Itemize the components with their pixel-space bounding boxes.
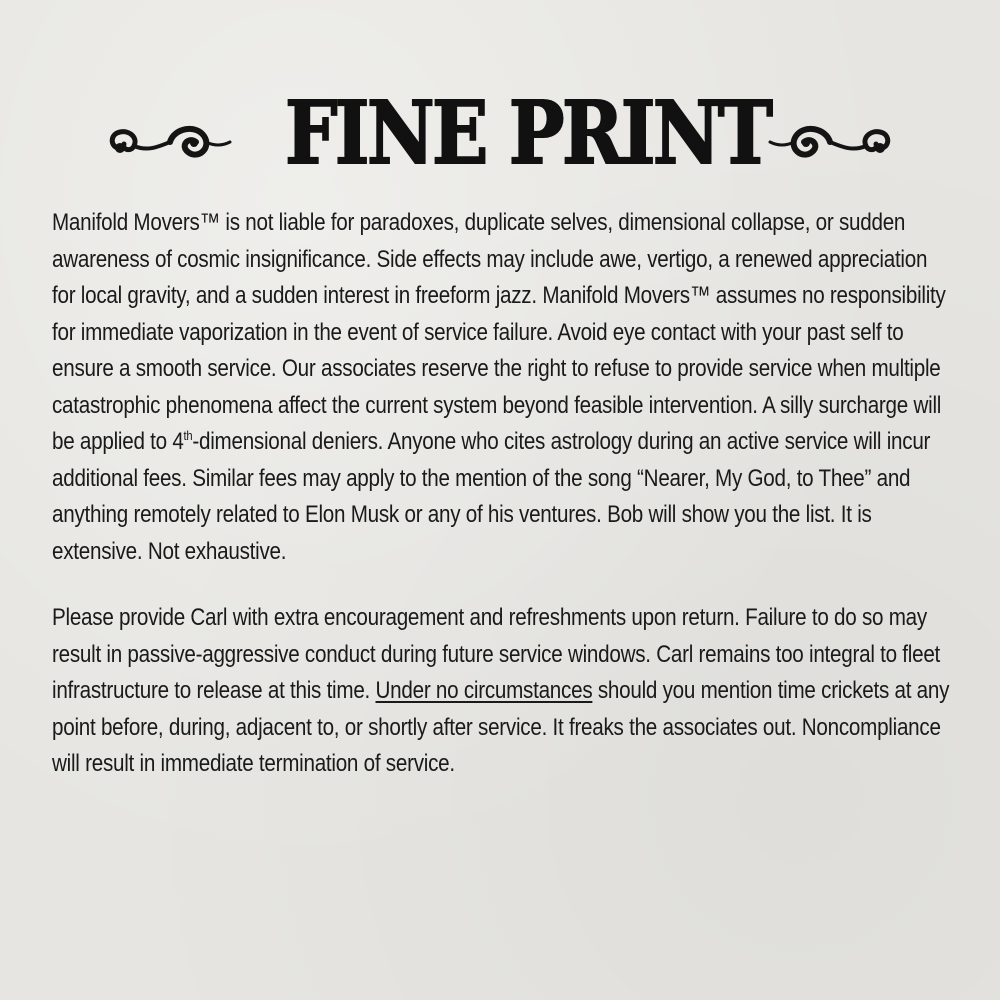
- scroll-flourish-icon: [108, 116, 238, 166]
- paragraph-liability-part-2: -dimensional deniers. Anyone who cites astrology during an active service will incur additional fees. Similar fees may apply to the mention of the song “Nearer, My God, to Thee” and anything remotely related to Elon Musk or any of his ventures. Bob will show you the list. It is extensive. Not exhaustive.: [52, 428, 931, 565]
- ordinal-suffix: th: [183, 428, 193, 443]
- paragraph-carl-part-2: should you mention time crickets at any point before, during, adjacent to, or shortly after service. It freaks the associates out. Noncompliance will result in immediate termination of service.: [52, 677, 950, 777]
- paragraph-carl: [52, 600, 952, 783]
- fine-print-body: [52, 205, 952, 783]
- paragraph-carl-part-1: Please provide Carl with extra encouragement and refreshments upon return. Failure to do so may result in passive-aggressive conduct during future service windows. Carl remains too integral to fleet infrastructure to release at this time.: [52, 604, 941, 704]
- paragraph-liability: [52, 205, 952, 570]
- scroll-flourish-icon: [762, 116, 892, 166]
- underlined-emphasis: Under no circumstances: [375, 677, 593, 704]
- page-title: FINE PRINT: [285, 83, 771, 184]
- paragraph-liability-part-1: Manifold Movers™ is not liable for paradoxes, duplicate selves, dimensional collapse, or sudden awareness of cosmic insignificance. Side effects may include awe, vertigo, a renewed appreciation for local gravity, and a sudden interest in freeform jazz. Manifold Movers™ assumes no responsibility for immediate vaporization in the event of service failure. Avoid eye contact with your past self to ensure a smooth service. Our associates reserve the right to refuse to provide service when multiple catastrophic phenomena affect the current system beyond feasible intervention. A silly surcharge will be applied to 4: [52, 209, 946, 455]
- header: [0, 80, 1000, 190]
